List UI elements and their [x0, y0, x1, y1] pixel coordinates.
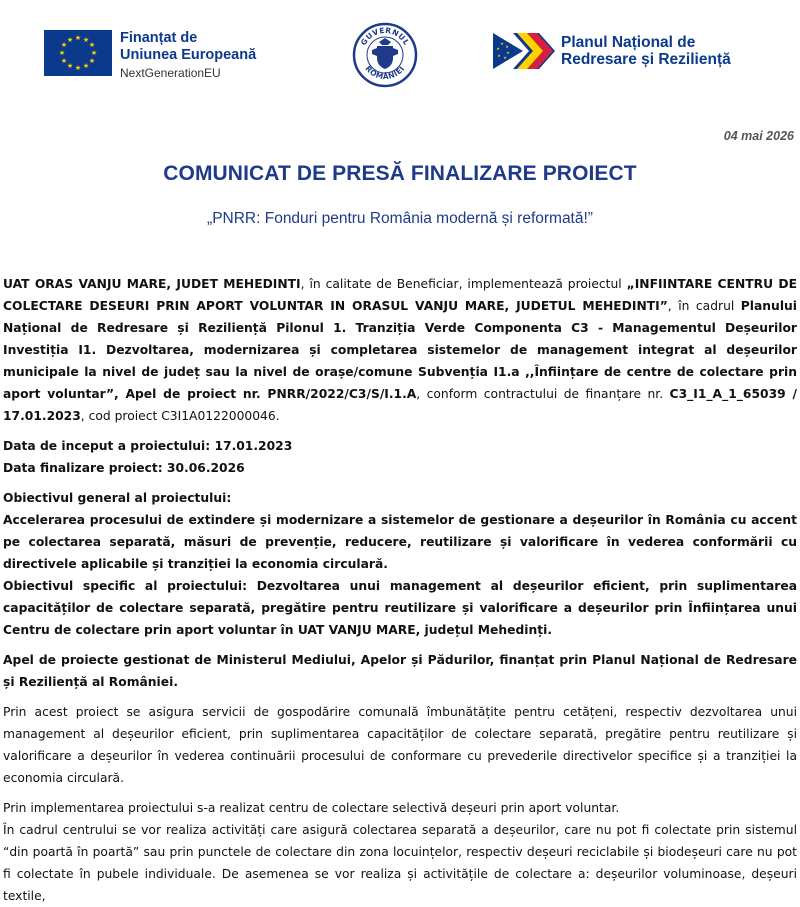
intro-text-4: , cod proiect C3I1A0122000046. [80, 409, 280, 423]
pnrr-logo [493, 33, 731, 69]
eu-logo-text [120, 30, 256, 81]
eu-stars-icon [44, 30, 112, 76]
general-objective-text: Accelerarea procesului de extindere și modernizare a sistemelor de gestionare a deșeurilor în România cu accent pe colectarea separată, măsuri de prevenție, reducere, reutilizare și valorificare în vederea conformării cu directivele aplicabile și tranziției la economia circulară. [3, 513, 797, 571]
beneficiary-name: UAT ORAS VANJU MARE, JUDET MEHEDINTI [3, 277, 301, 291]
release-date: 04 mai 2026 [723, 129, 794, 143]
call-for-projects: Apel de proiecte gestionat de Ministerul Mediului, Apelor și Pădurilor, finanțat prin Planul Național de Redresare și Reziliență al României. [3, 653, 797, 689]
specific-objective: Obiectivul specific al proiectului: Dezvoltarea unui management al deșeurilor eficient, prin suplimentarea capacităților de colectare separată, pregătire pentru reutilizare și valorificare a deșeurilor prin Înființarea unui Centru de colectare prin aport voluntar în UAT VANJU MARE, județul Mehedinți. [3, 579, 797, 637]
svg-text:★: ★ [500, 41, 504, 46]
svg-text:★: ★ [58, 49, 66, 57]
pnrr-flag-icon [493, 33, 555, 69]
intro-text-2: , în cadrul [667, 299, 741, 313]
pnrr-logo-text [561, 34, 731, 69]
svg-text:★: ★ [88, 57, 96, 65]
svg-text:★: ★ [505, 44, 509, 49]
project-start-date: Data de inceput a proiectului: 17.01.2023 [3, 439, 293, 453]
contract-number: C3_I1_A_1_65039 / 17.01.2023 [3, 387, 797, 423]
intro-text-3: , conform contractului de finanțare nr. [416, 387, 670, 401]
services-paragraph: Prin acest proiect se asigura servicii de gospodărire comunală îmbunătățite pentru cetățeni, respectiv dezvoltarea unui management al deșeurilor eficient, prin suplimentarea capacităților de colectare separată, pregătire pentru reutilizare și valorificare a deșeurilor în vederea continuării procesului de conformare cu prevederile directivelor specifice și a tranziției la economia circulară. [3, 705, 797, 785]
svg-text:★: ★ [60, 41, 68, 49]
center-activities-paragraph: În cadrul centrului se vor realiza activități care asigură colectarea separată a deșeurilor, care nu pot fi colectate prin sistemul “din poartă în poartă” sau prin punctele de colectare din zona locuințelor, respectiv deșeuri reciclabile și biodeșeuri care nu pot fi colectate în pubele individuale. De asemenea se vor realiza și activitățile de colectare a: deșeurilor voluminoase, deșeuri textile, [3, 823, 797, 903]
seal-top-text: GUVERNUL [358, 25, 412, 47]
government-seal-icon [352, 22, 418, 88]
eu-logo-line1: Finanțat de [120, 30, 198, 46]
svg-text:★: ★ [506, 50, 510, 55]
svg-text:★: ★ [74, 64, 82, 72]
pnrr-logo-line2: Redresare și Reziliență [561, 51, 731, 68]
eu-flag-icon [44, 30, 112, 76]
press-release-body [3, 273, 797, 907]
eu-logo-line3: NextGenerationEU [120, 66, 221, 81]
project-name: „INFIINTARE CENTRU DE COLECTARE DESEURI PRIN APORT VOLUNTAR IN ORASUL VANJU MARE, JUDETUL MEHEDINTI” [3, 277, 798, 313]
logo-header [0, 0, 800, 110]
svg-text:★: ★ [90, 49, 98, 57]
implementation-paragraph: Prin implementarea proiectului s-a realizat centru de colectare selectivă deșeuri prin aport voluntar. [3, 801, 620, 815]
svg-text:★: ★ [60, 57, 68, 65]
svg-text:★: ★ [497, 53, 501, 58]
intro-paragraph [3, 273, 797, 427]
svg-text:★: ★ [82, 36, 90, 44]
svg-text:★: ★ [496, 46, 500, 51]
svg-text:★: ★ [66, 36, 74, 44]
svg-text:★: ★ [74, 34, 82, 42]
seal-bottom-text: ROMÂNIEI [363, 63, 407, 82]
svg-text:★: ★ [66, 62, 74, 70]
page-subtitle: „PNRR: Fonduri pentru România modernă și reformată!” [207, 210, 593, 227]
program-details: Planului Național de Redresare și Reziliență Pilonul 1. Tranziția Verde Componenta C3 - Managementul Deșeurilor Investiția I1. Dezvoltarea, modernizarea și completarea sistemelor de management integrat al deșeurilor municipale la nivel de județ sau la nivel de orașe/comune Subvenția I1.a ,,Înființare de centre de colectare prin aport voluntar”, Apel de proiect nr. PNRR/2022/C3/S/I.1.A [3, 299, 797, 401]
project-end-date: Data finalizare proiect: 30.06.2026 [3, 461, 245, 475]
general-objective-label: Obiectivul general al proiectului: [3, 491, 232, 505]
svg-text:★: ★ [82, 62, 90, 70]
page-title: COMUNICAT DE PRESĂ FINALIZARE PROIECT [163, 162, 637, 185]
svg-text:★: ★ [503, 55, 507, 60]
pnrr-logo-line1: Planul Național de [561, 33, 696, 51]
eu-funding-logo [44, 30, 256, 81]
intro-text-1: , în calitate de Beneficiar, implementează proiectul [300, 277, 627, 291]
svg-text:★: ★ [88, 41, 96, 49]
eu-logo-line2: Uniunea Europeană [120, 46, 257, 63]
